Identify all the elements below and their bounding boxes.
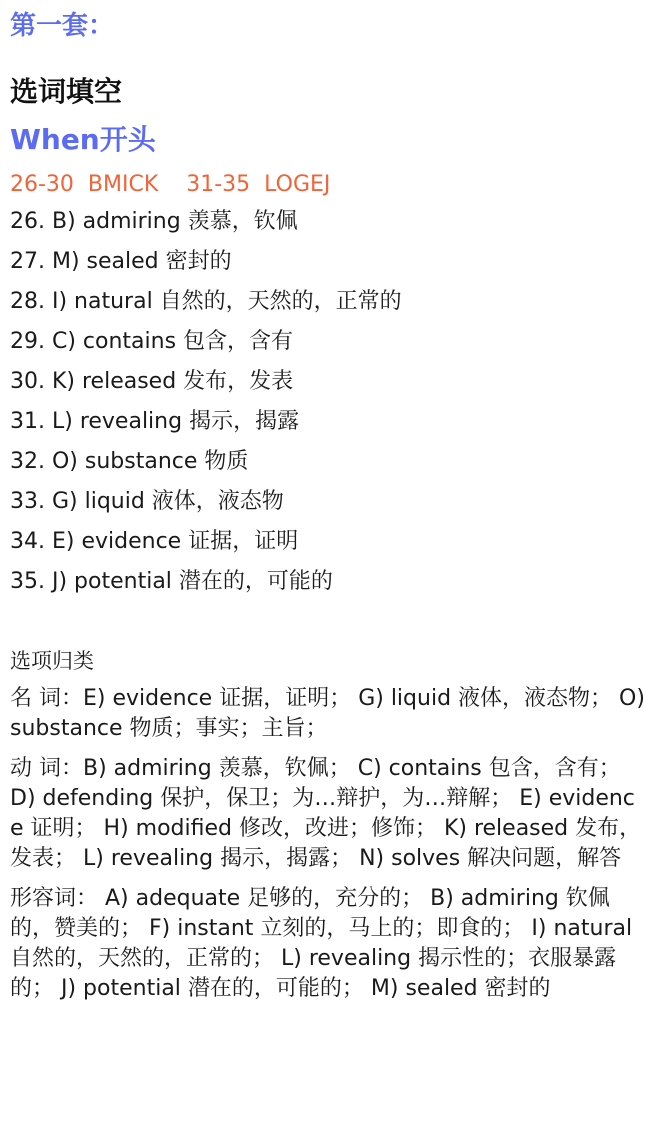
answer-item-34: 34. E) evidence 证据，证明 [10,529,299,554]
answer-item-31: 31. L) revealing 揭示，揭露 [10,409,300,434]
adjectives-group: 形容词： A) adequate 足够的，充分的； B) admiring 钦佩的，赞美的； F) instant 立刻的，马上的；即食的； I) natural 自然的，天然的，正常的； L) revealing 揭示性的；衣服暴露的； J) potential 潜在的，可能的； M) sealed 密封的 [10,886,633,1001]
set-title: 第一套： [10,11,115,41]
answer-item-28: 28. I) natural 自然的，天然的，正常的 [10,289,402,314]
answer-item-33: 33. G) liquid 液体，液态物 [10,489,284,514]
nouns-group: 名 词：E) evidence 证据，证明； G) liquid 液体，液态物； O) substance 物质；事实；主旨； [10,686,645,741]
option-classification-title: 选项归类 [10,649,94,673]
answer-item-29: 29. C) contains 包含，含有 [10,329,294,354]
answer-key: 26-30 BMICK 31-35 LOGEJ [10,172,331,197]
verbs-group: 动 词：B) admiring 羡慕，钦佩； C) contains 包含，含有； D) defending 保护，保卫；为…辩护，为…辩解； E) evidence 证明； H) modified 修改，改进；修饰； K) released 发布，发表； L) revealing 揭示，揭露； N) solves 解决问题，解答 [10,756,642,871]
answer-item-30: 30. K) released 发布，发表 [10,369,294,394]
answer-item-35: 35. J) potential 潜在的，可能的 [10,569,333,594]
passage-title: When开头 [10,123,156,156]
answer-item-32: 32. O) substance 物质 [10,449,249,474]
answer-item-26: 26. B) admiring 羡慕，钦佩 [10,209,298,234]
answer-item-27: 27. M) sealed 密封的 [10,249,232,274]
section-title: 选词填空 [10,75,123,108]
answer-list [10,202,646,602]
